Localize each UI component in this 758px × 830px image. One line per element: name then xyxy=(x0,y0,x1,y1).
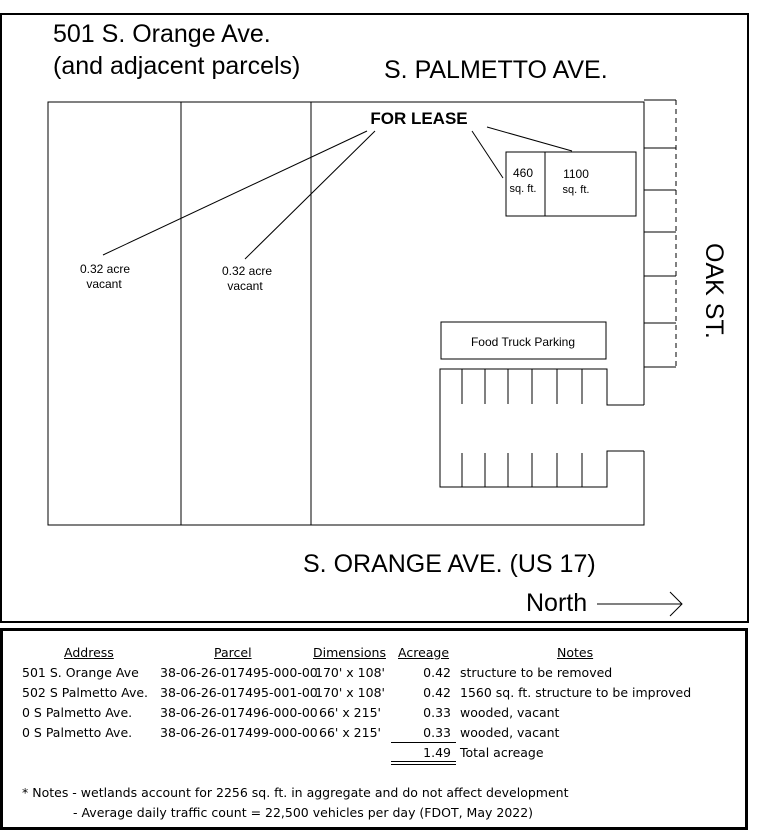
lot1-status: vacant xyxy=(86,277,122,291)
row1-dimensions: 170' x 108' xyxy=(315,665,385,680)
parcel-table xyxy=(0,628,758,830)
row4-notes: wooded, vacant xyxy=(460,725,560,740)
row2-acreage: 0.42 xyxy=(423,685,451,700)
header-address: Address xyxy=(64,645,114,660)
street-label-palmetto: S. PALMETTO AVE. xyxy=(384,56,608,84)
row3-parcel: 38-06-26-017496-000-00 xyxy=(160,705,318,720)
row2-parcel: 38-06-26-017495-001-00 xyxy=(160,685,318,700)
leader-line-unit1100 xyxy=(487,127,572,151)
north-label: North xyxy=(526,589,588,617)
total-acreage-label: Total acreage xyxy=(460,745,544,760)
footnote-wetlands: * Notes - wetlands account for 2256 sq. ft. in aggregate and do not affect development xyxy=(22,785,569,800)
row2-address: 502 S Palmetto Ave. xyxy=(22,685,149,700)
map-title-line2: (and adjacent parcels) xyxy=(53,52,301,80)
row3-dimensions: 66' x 215' xyxy=(319,705,381,720)
row1-address: 501 S. Orange Ave xyxy=(22,665,139,680)
row1-notes: structure to be removed xyxy=(460,665,613,680)
leader-line-unit460 xyxy=(472,131,503,178)
header-parcel: Parcel xyxy=(214,645,252,660)
unit-460-unit: sq. ft. xyxy=(509,183,537,195)
row4-acreage: 0.33 xyxy=(423,725,451,740)
street-label-orange: S. ORANGE AVE. (US 17) xyxy=(303,550,596,578)
header-acreage: Acreage xyxy=(398,645,450,660)
map-frame xyxy=(1,14,748,622)
row4-address: 0 S Palmetto Ave. xyxy=(22,725,133,740)
header-dimensions: Dimensions xyxy=(313,645,386,660)
leader-line-lot1 xyxy=(103,131,367,255)
food-truck-parking-label: Food Truck Parking xyxy=(470,335,576,349)
row4-dimensions: 66' x 215' xyxy=(319,725,381,740)
street-label-oak: OAK ST. xyxy=(700,243,728,339)
row3-acreage: 0.33 xyxy=(423,705,451,720)
row4-parcel: 38-06-26-017499-000-00 xyxy=(160,725,318,740)
total-acreage: 1.49 xyxy=(423,745,451,760)
total-rule-double xyxy=(391,761,456,765)
unit-1100-unit: sq. ft. xyxy=(562,184,590,196)
unit-460-size: 460 xyxy=(512,166,534,180)
row3-notes: wooded, vacant xyxy=(460,705,560,720)
total-rule-single xyxy=(391,742,456,743)
leader-line-lot2 xyxy=(245,131,375,259)
lot1-area: 0.32 acre xyxy=(79,262,131,276)
property-outline xyxy=(48,102,644,525)
for-lease-label: FOR LEASE xyxy=(370,109,468,128)
row2-notes: 1560 sq. ft. structure to be improved xyxy=(460,685,692,700)
row1-parcel: 38-06-26-017495-000-00 xyxy=(160,665,318,680)
row2-dimensions: 170' x 108' xyxy=(315,685,385,700)
lot2-area: 0.32 acre xyxy=(221,264,273,278)
map-title-line1: 501 S. Orange Ave. xyxy=(53,20,271,48)
unit-1100-size: 1100 xyxy=(563,167,589,181)
parking-lot-outline xyxy=(440,369,644,487)
footnote-traffic: - Average daily traffic count = 22,500 vehicles per day (FDOT, May 2022) xyxy=(73,805,534,820)
header-notes: Notes xyxy=(557,645,594,660)
lot2-status: vacant xyxy=(227,279,263,293)
row1-acreage: 0.42 xyxy=(423,665,451,680)
row3-address: 0 S Palmetto Ave. xyxy=(22,705,133,720)
north-arrow-icon xyxy=(597,592,682,616)
